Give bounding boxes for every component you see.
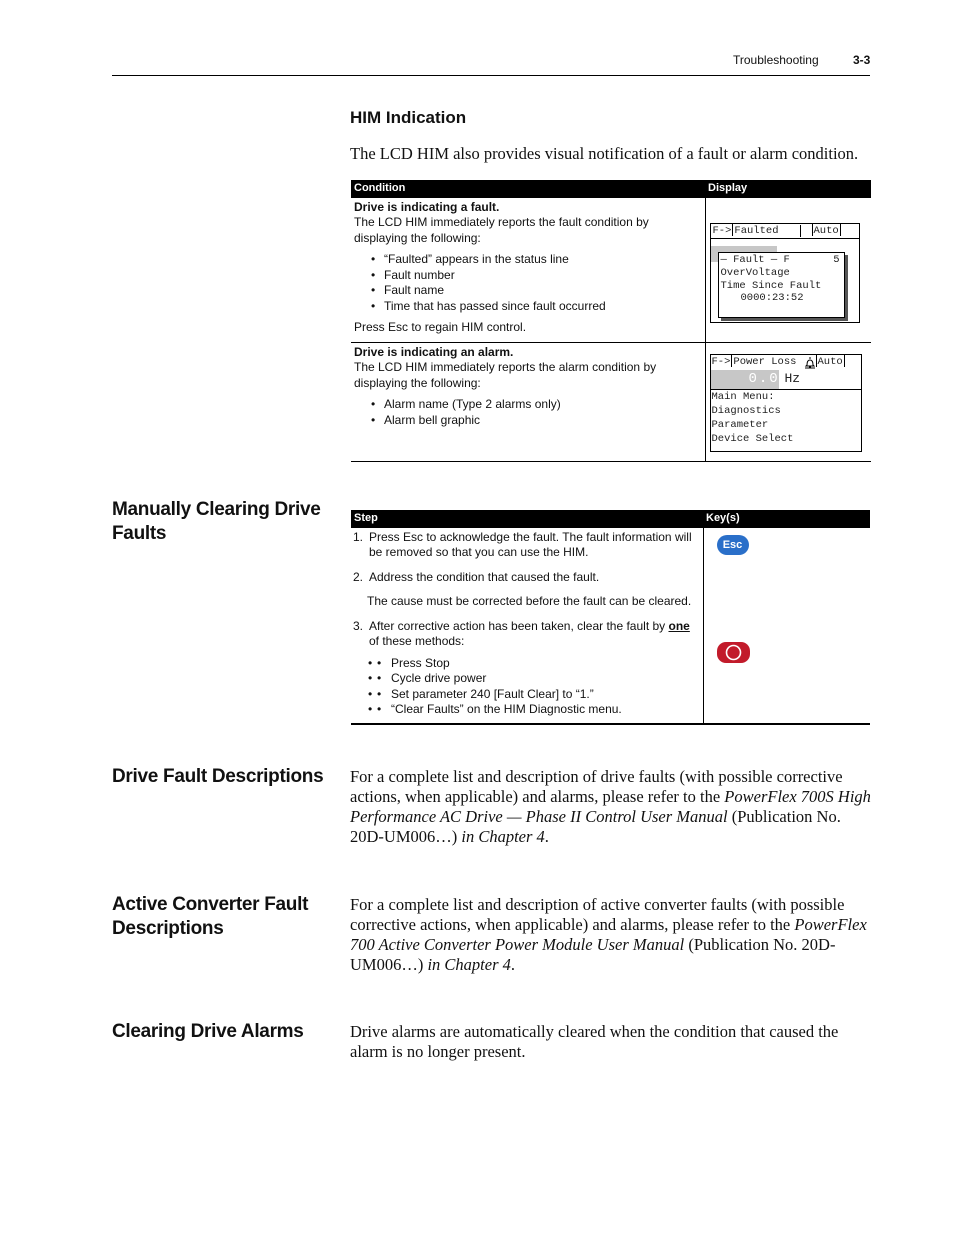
- stop-key-icon: [717, 642, 750, 663]
- header-rule: [112, 75, 870, 76]
- para-text: .: [510, 955, 516, 974]
- popup-time-value: 0000:23:52: [740, 291, 804, 304]
- lcd-status: Power Loss: [733, 355, 797, 368]
- alarm-desc: The LCD HIM immediately reports the alarm condition by displaying the following:: [354, 360, 657, 390]
- alarm-bullet: • Alarm name (Type 2 alarms only): [354, 397, 702, 413]
- step-1: [351, 530, 703, 561]
- method-item: • • “Clear Faults” on the HIM Diagnostic menu.: [351, 702, 703, 718]
- alarm-lcd-status-line: [711, 355, 861, 369]
- lcd-mode: Auto: [813, 224, 839, 237]
- col-keys: Key(s): [703, 510, 870, 528]
- step-3: [351, 619, 703, 650]
- fault-bullet: • Fault name: [354, 283, 702, 299]
- popup-title: — Fault — F: [720, 253, 790, 266]
- him-indication-heading: HIM Indication: [350, 108, 467, 127]
- manual-clear-table: [351, 510, 870, 725]
- lcd-unit: Hz: [784, 370, 801, 386]
- step-3-text-b: of these methods:: [369, 634, 465, 648]
- manual-clear-heading: Manually Clearing Drive Faults: [112, 499, 321, 544]
- clearing-alarms-heading: Clearing Drive Alarms: [112, 1021, 304, 1042]
- lcd-menu-item: Diagnostics: [711, 404, 781, 417]
- method-text: “Clear Faults” on the HIM Diagnostic menu.: [391, 702, 622, 716]
- fault-condition-cell: [351, 198, 705, 343]
- method-text: Set parameter 240 [Fault Clear] to “1.”: [391, 686, 594, 701]
- fault-bullet: • Time that has passed since fault occurred: [354, 299, 702, 315]
- manual-title: PowerFlex 700 Active Converter Power Module User Manual: [350, 915, 867, 954]
- drive-fault-desc-paragraph: [350, 767, 872, 847]
- drive-fault-desc-heading: Drive Fault Descriptions: [112, 766, 324, 787]
- method-item: • • Press Stop: [351, 656, 703, 672]
- active-converter-heading: Active Converter Fault Descriptions: [112, 894, 309, 939]
- fault-display-cell: [705, 198, 871, 343]
- para-text: (Publication No. 20D-UM006…): [350, 807, 841, 846]
- clearing-alarms-paragraph: Drive alarms are automatically cleared when the condition that caused the alarm is no longer present.: [350, 1022, 839, 1061]
- lcd-arrow: F->: [711, 355, 731, 368]
- lcd-mode: Auto: [817, 355, 843, 368]
- para-text: .: [544, 827, 549, 846]
- popup-fault-number: 5: [833, 253, 840, 266]
- fault-bullet: • Fault number: [354, 268, 702, 284]
- step-2: [351, 570, 703, 586]
- running-header-section: Troubleshooting: [733, 53, 819, 67]
- esc-key-icon: Esc: [717, 535, 749, 555]
- lcd-menu-item: Main Menu:: [711, 390, 775, 403]
- method-text: Cycle drive power: [391, 671, 487, 685]
- step-3-emphasis: one: [668, 618, 690, 633]
- col-display: Display: [705, 180, 871, 198]
- steps-cell: [351, 528, 703, 724]
- fault-popup: [718, 252, 845, 318]
- chapter-ref: in Chapter 4: [427, 955, 511, 974]
- para-text: (Publication No. 20D-UM006…): [350, 935, 836, 974]
- him-indication-table: [351, 180, 871, 462]
- method-text: Press Stop: [391, 655, 450, 670]
- method-item: • • Set parameter 240 [Fault Clear] to “1.”: [351, 687, 703, 703]
- popup-fault-name: OverVoltage: [720, 266, 790, 279]
- popup-time-label: Time Since Fault: [720, 279, 822, 292]
- step-number: 3.: [353, 618, 364, 633]
- alarm-lcd-screen: [710, 354, 862, 452]
- lcd-menu-item: Parameter: [711, 418, 769, 431]
- alarm-bullet: • Alarm bell graphic: [354, 413, 702, 429]
- col-step: Step: [351, 510, 703, 528]
- lcd-arrow: F->: [712, 224, 732, 237]
- fault-note: Press Esc to regain HIM control.: [354, 320, 527, 334]
- keys-cell: [703, 528, 870, 724]
- method-item: • • Cycle drive power: [351, 671, 703, 687]
- step-2-note: The cause must be corrected before the fault can be cleared.: [367, 594, 692, 608]
- step-number: 2.: [353, 569, 364, 584]
- fault-lcd-screen: [710, 223, 860, 323]
- chapter-ref: in Chapter 4: [461, 827, 545, 846]
- manual-title: PowerFlex 700S High Performance AC Drive — Phase II Control User Manual: [350, 787, 871, 826]
- para-text: For a complete list and description of drive faults (with possible corrective actions, when applicable) and alarms, please refer to the: [350, 767, 843, 806]
- fault-bullet: • “Faulted” appears in the status line: [354, 252, 702, 268]
- step-1-text: Press Esc to acknowledge the fault. The fault information will be removed so that you can use the HIM.: [369, 529, 692, 559]
- para-text: For a complete list and description of active converter faults (with possible corrective actions, when applicable) and alarms, please refer to the: [350, 895, 845, 934]
- fault-desc: The LCD HIM immediately reports the fault condition by displaying the following:: [354, 215, 649, 245]
- step-2-text: Address the condition that caused the fault.: [369, 569, 600, 584]
- alarm-lcd-value-line: [711, 369, 861, 390]
- alarm-condition-cell: [351, 342, 705, 461]
- lcd-menu-item: Device Select: [711, 432, 794, 445]
- fault-lcd-status-line: [711, 224, 859, 239]
- step-3-text-a: After corrective action has been taken, clear the fault by: [369, 618, 669, 633]
- step-number: 1.: [353, 529, 364, 544]
- lcd-value: 0.0: [748, 370, 780, 387]
- lcd-status: Faulted: [734, 224, 779, 237]
- fault-title: Drive is indicating a fault.: [354, 199, 500, 214]
- col-condition: Condition: [351, 180, 705, 198]
- alarm-display-cell: [705, 342, 871, 461]
- alarm-title: Drive is indicating an alarm.: [354, 344, 514, 359]
- page-number: 3-3: [853, 53, 871, 67]
- active-converter-paragraph: [350, 895, 872, 975]
- him-intro: The LCD HIM also provides visual notification of a fault or alarm condition.: [350, 144, 859, 163]
